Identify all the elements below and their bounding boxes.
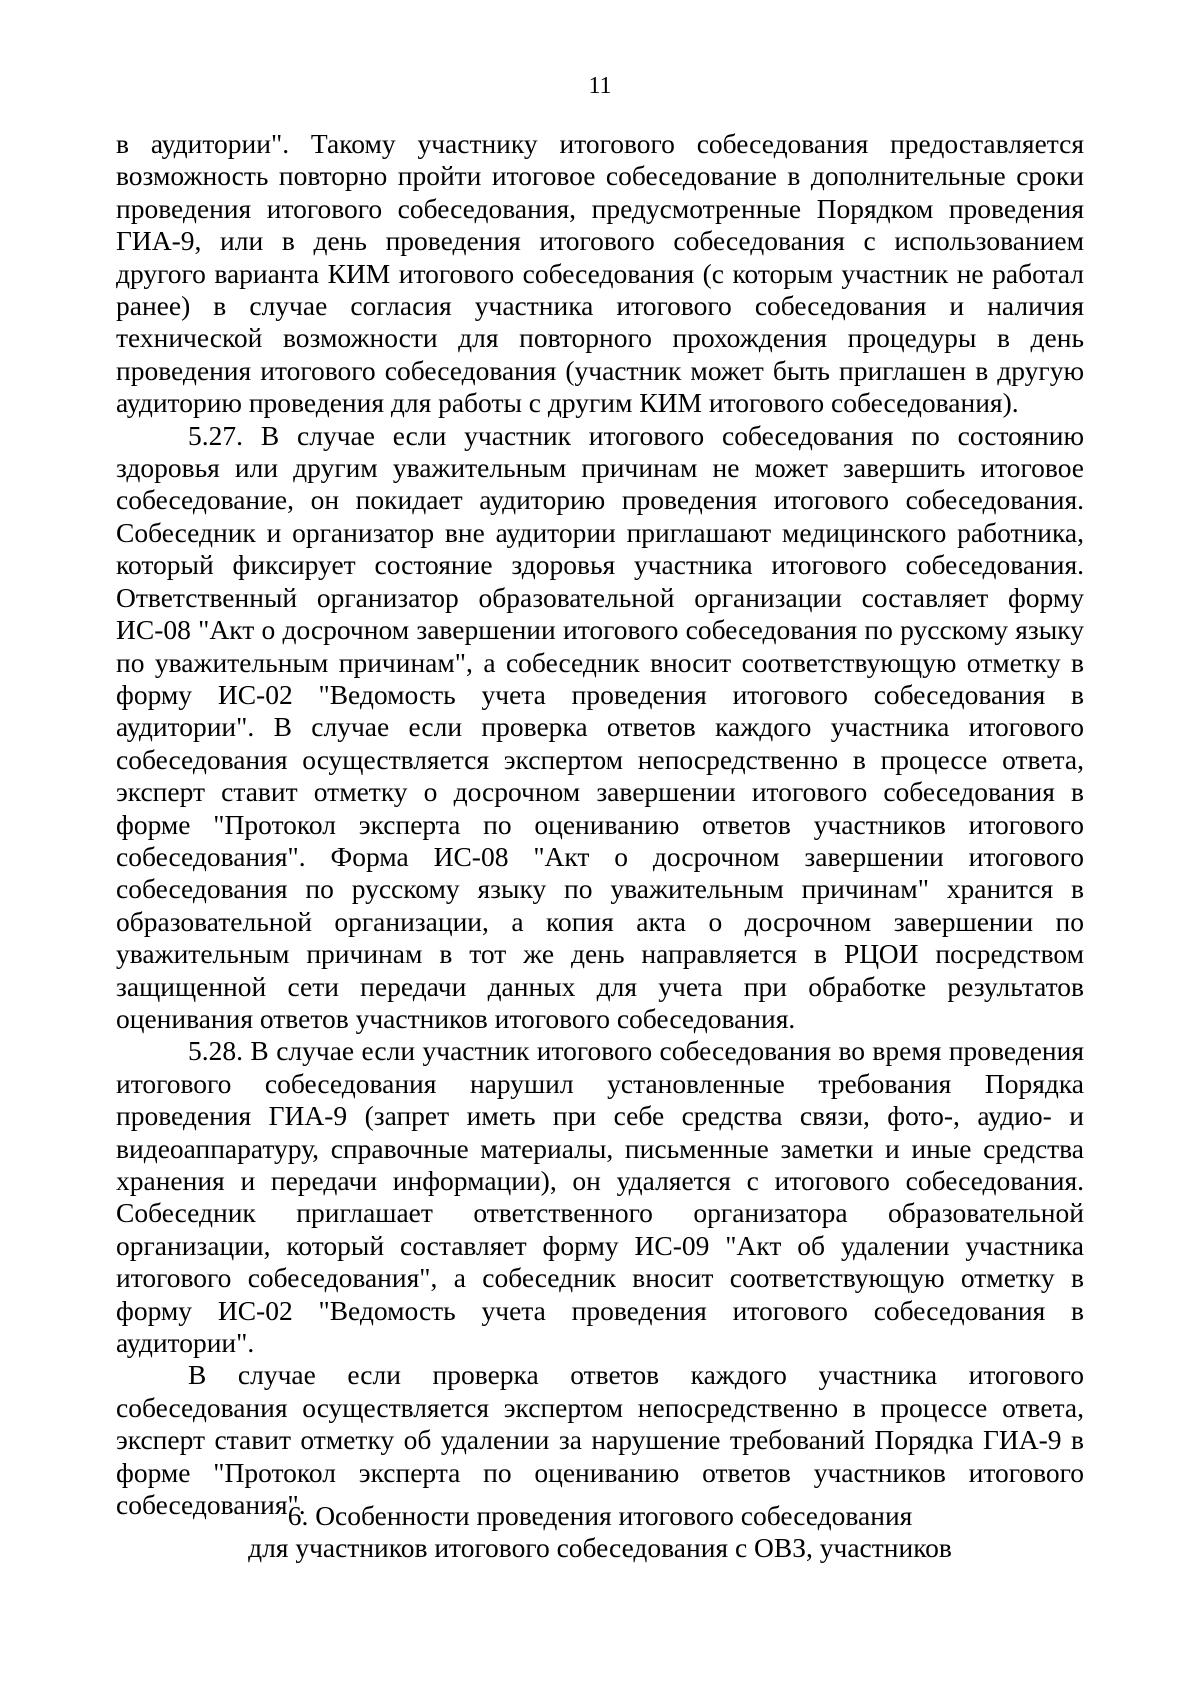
section-heading bbox=[116, 1500, 1084, 1565]
paragraph-5-28: 5.28. В случае если участник итогового собеседования во время проведения итогового собеседования нарушил установленные требования Порядка проведения ГИА-9 (запрет иметь при себе средства связи, фото-, аудио- и видеоаппаратуру, справочные материалы, письменные заметки и иные средства хранения и передачи информации), он удаляется с итогового собеседования. Собеседник приглашает ответственного организатора образовательной организации, который составляет форму ИС-09 "Акт об удалении участника итогового собеседования", а собеседник вносит соответствующую отметку в форму ИС-02 "Ведомость учета проведения итогового собеседования в аудитории". bbox=[116, 1035, 1084, 1359]
paragraph-5-27: 5.27. В случае если участник итогового собеседования по состоянию здоровья или другим уважительным причинам не может завершить итоговое собеседование, он покидает аудиторию проведения итогового собеседования. Собеседник и организатор вне аудитории приглашают медицинского работника, который фиксирует состояние здоровья участника итогового собеседования. Ответственный организатор образовательной организации составляет форму ИС-08 "Акт о досрочном завершении итогового собеседования по русскому языку по уважительным причинам", а собеседник вносит соответствующую отметку в форму ИС-02 "Ведомость учета проведения итогового собеседования в аудитории". В случае если проверка ответов каждого участника итогового собеседования осуществляется экспертом непосредственно в процессе ответа, эксперт ставит отметку о досрочном завершении итогового собеседования в форме "Протокол эксперта по оцениванию ответов участников итогового собеседования". Форма ИС-08 "Акт о досрочном завершении итогового собеседования по русскому языку по уважительным причинам" хранится в образовательной организации, а копия акта о досрочном завершении по уважительным причинам в тот же день направляется в РЦОИ посредством защищенной сети передачи данных для учета при обработке результатов оценивания ответов участников итогового собеседования. bbox=[116, 419, 1084, 1034]
paragraph-expert-removal: В случае если проверка ответов каждого участника итогового собеседования осуществляется экспертом непосредственно в процессе ответа, эксперт ставит отметку об удалении за нарушение требований Порядка ГИА-9 в форме "Протокол эксперта по оцениванию ответов участников итогового собеседования". bbox=[116, 1359, 1084, 1521]
section-heading-line1: 6. Особенности проведения итогового собеседования bbox=[287, 1500, 913, 1531]
page-number: 11 bbox=[588, 73, 612, 99]
section-heading-line2: для участников итогового собеседования с ОВЗ, участников bbox=[248, 1532, 952, 1564]
paragraph-continuation: в аудитории". Такому участнику итогового собеседования предоставляется возможность повторно пройти итоговое собеседование в дополнительные сроки проведения итогового собеседования, предусмотренные Порядком проведения ГИА-9, или в день проведения итогового собеседования с использованием другого варианта КИМ итогового собеседования (с которым участник не работал ранее) в случае согласия участника итогового собеседования и наличия технической возможности для повторного прохождения процедуры в день проведения итогового собеседования (участник может быть приглашен в другую аудиторию проведения для работы с другим КИМ итогового собеседования). bbox=[116, 128, 1084, 419]
document-body bbox=[116, 128, 1084, 1521]
